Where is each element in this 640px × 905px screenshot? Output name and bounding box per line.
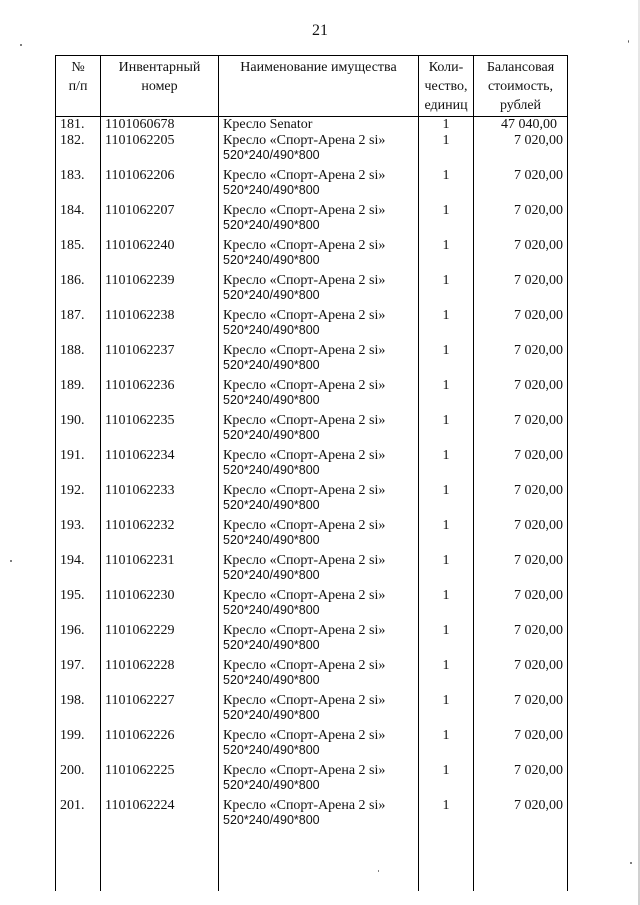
quantity: 1 — [419, 624, 474, 659]
property-name-text: Кресло «Спорт-Арена 2 si» — [223, 412, 386, 428]
inventory-number: 1101062235 — [101, 414, 219, 449]
property-dimensions: 520*240/490*800 — [223, 742, 320, 757]
quantity: 1 — [419, 764, 474, 799]
property-name-text: Кресло «Спорт-Арена 2 si» — [223, 762, 386, 778]
property-name — [219, 484, 419, 519]
table-row — [56, 554, 568, 589]
table-row — [56, 624, 568, 659]
property-dimensions: 520*240/490*800 — [223, 217, 320, 232]
balance-cost: 7 020,00 — [474, 169, 568, 204]
row-number: 194. — [56, 554, 101, 589]
header-num: № п/п — [56, 56, 101, 117]
balance-cost: 7 020,00 — [474, 344, 568, 379]
scan-speck — [10, 560, 12, 562]
quantity: 1 — [419, 204, 474, 239]
row-number: 183. — [56, 169, 101, 204]
property-dimensions: 520*240/490*800 — [223, 567, 320, 582]
property-name — [219, 344, 419, 379]
property-name — [219, 799, 419, 891]
table-row — [56, 169, 568, 204]
property-name-text: Кресло «Спорт-Арена 2 si» — [223, 272, 386, 288]
balance-cost: 7 020,00 — [474, 484, 568, 519]
table-row — [56, 274, 568, 309]
property-name-text: Кресло «Спорт-Арена 2 si» — [223, 377, 386, 393]
row-number: 188. — [56, 344, 101, 379]
property-name — [219, 134, 419, 169]
table-row — [56, 379, 568, 414]
row-number: 185. — [56, 239, 101, 274]
row-number: 182. — [56, 134, 101, 169]
table-row — [56, 519, 568, 554]
property-name-text: Кресло «Спорт-Арена 2 si» — [223, 202, 386, 218]
table-row — [56, 694, 568, 729]
inventory-number: 1101062225 — [101, 764, 219, 799]
quantity: 1 — [419, 589, 474, 624]
property-name-text: Кресло «Спорт-Арена 2 si» — [223, 482, 386, 498]
inventory-number: 1101062224 — [101, 799, 219, 891]
row-number: 200. — [56, 764, 101, 799]
quantity: 1 — [419, 484, 474, 519]
quantity: 1 — [419, 239, 474, 274]
table-row — [56, 204, 568, 239]
row-number: 198. — [56, 694, 101, 729]
row-number: 184. — [56, 204, 101, 239]
property-dimensions: 520*240/490*800 — [223, 672, 320, 687]
balance-cost: 7 020,00 — [474, 449, 568, 484]
table-row — [56, 484, 568, 519]
header-inventory-number: Инвентарный номер — [101, 56, 219, 117]
table-body — [56, 117, 568, 891]
property-name-text: Кресло «Спорт-Арена 2 si» — [223, 237, 386, 253]
property-name — [219, 414, 419, 449]
table-row — [56, 764, 568, 799]
row-number: 199. — [56, 729, 101, 764]
header-quantity: Коли- чество, единиц — [419, 56, 474, 117]
property-name-text: Кресло «Спорт-Арена 2 si» — [223, 167, 386, 183]
table-row — [56, 344, 568, 379]
quantity: 1 — [419, 414, 474, 449]
balance-cost: 7 020,00 — [474, 309, 568, 344]
quantity: 1 — [419, 729, 474, 764]
property-dimensions: 520*240/490*800 — [223, 357, 320, 372]
inventory-number: 1101060678 — [101, 117, 219, 134]
property-name — [219, 659, 419, 694]
property-name — [219, 379, 419, 414]
quantity: 1 — [419, 694, 474, 729]
property-dimensions: 520*240/490*800 — [223, 147, 320, 162]
inventory-number: 1101062236 — [101, 379, 219, 414]
property-name-text: Кресло «Спорт-Арена 2 si» — [223, 797, 386, 813]
property-dimensions: 520*240/490*800 — [223, 812, 320, 827]
quantity: 1 — [419, 659, 474, 694]
inventory-number: 1101062239 — [101, 274, 219, 309]
property-name — [219, 519, 419, 554]
inventory-number: 1101062228 — [101, 659, 219, 694]
property-name-text: Кресло «Спорт-Арена 2 si» — [223, 517, 386, 533]
property-dimensions: 520*240/490*800 — [223, 462, 320, 477]
property-name — [219, 117, 419, 134]
quantity: 1 — [419, 344, 474, 379]
inventory-number: 1101062226 — [101, 729, 219, 764]
property-name-text: Кресло «Спорт-Арена 2 si» — [223, 622, 386, 638]
property-name — [219, 169, 419, 204]
table-row — [56, 449, 568, 484]
row-number: 201. — [56, 799, 101, 891]
header-balance-cost: Балансовая стоимость, рублей — [474, 56, 568, 117]
table-row — [56, 414, 568, 449]
row-number: 186. — [56, 274, 101, 309]
property-name — [219, 624, 419, 659]
property-name — [219, 309, 419, 344]
quantity: 1 — [419, 449, 474, 484]
inventory-number: 1101062234 — [101, 449, 219, 484]
inventory-number: 1101062230 — [101, 589, 219, 624]
row-number: 192. — [56, 484, 101, 519]
property-name-text: Кресло «Спорт-Арена 2 si» — [223, 132, 386, 148]
property-dimensions: 520*240/490*800 — [223, 322, 320, 337]
property-name-text: Кресло Senator — [223, 117, 313, 132]
property-dimensions: 520*240/490*800 — [223, 182, 320, 197]
quantity: 1 — [419, 274, 474, 309]
scan-speck — [20, 44, 22, 46]
row-number: 181. — [56, 117, 101, 134]
page-number: 21 — [312, 22, 328, 39]
row-number: 189. — [56, 379, 101, 414]
balance-cost: 47 040,00 — [474, 117, 568, 134]
table-header-row — [56, 56, 568, 117]
property-dimensions: 520*240/490*800 — [223, 532, 320, 547]
table-row — [56, 134, 568, 169]
property-name — [219, 764, 419, 799]
property-dimensions: 520*240/490*800 — [223, 497, 320, 512]
property-dimensions: 520*240/490*800 — [223, 287, 320, 302]
balance-cost: 7 020,00 — [474, 799, 568, 891]
table-row — [56, 659, 568, 694]
row-number: 195. — [56, 589, 101, 624]
balance-cost: 7 020,00 — [474, 239, 568, 274]
inventory-number: 1101062229 — [101, 624, 219, 659]
property-name-text: Кресло «Спорт-Арена 2 si» — [223, 692, 386, 708]
inventory-number: 1101062233 — [101, 484, 219, 519]
balance-cost: 7 020,00 — [474, 659, 568, 694]
balance-cost: 7 020,00 — [474, 134, 568, 169]
inventory-number: 1101062207 — [101, 204, 219, 239]
property-name-text: Кресло «Спорт-Арена 2 si» — [223, 307, 386, 323]
inventory-number: 1101062238 — [101, 309, 219, 344]
property-name — [219, 729, 419, 764]
property-dimensions: 520*240/490*800 — [223, 637, 320, 652]
quantity: 1 — [419, 117, 474, 134]
inventory-number: 1101062206 — [101, 169, 219, 204]
property-name-text: Кресло «Спорт-Арена 2 si» — [223, 657, 386, 673]
table-row — [56, 729, 568, 764]
inventory-number: 1101062227 — [101, 694, 219, 729]
property-name — [219, 694, 419, 729]
scan-speck — [628, 40, 629, 43]
inventory-number: 1101062240 — [101, 239, 219, 274]
quantity: 1 — [419, 379, 474, 414]
inventory-number: 1101062205 — [101, 134, 219, 169]
balance-cost: 7 020,00 — [474, 554, 568, 589]
balance-cost: 7 020,00 — [474, 589, 568, 624]
balance-cost: 7 020,00 — [474, 694, 568, 729]
inventory-number: 1101062232 — [101, 519, 219, 554]
property-name — [219, 554, 419, 589]
property-name-text: Кресло «Спорт-Арена 2 si» — [223, 552, 386, 568]
property-name — [219, 239, 419, 274]
table-row — [56, 239, 568, 274]
balance-cost: 7 020,00 — [474, 519, 568, 554]
property-dimensions: 520*240/490*800 — [223, 707, 320, 722]
scan-speck — [630, 862, 632, 864]
table-row — [56, 117, 568, 134]
quantity: 1 — [419, 309, 474, 344]
property-name-text: Кресло «Спорт-Арена 2 si» — [223, 342, 386, 358]
quantity: 1 — [419, 554, 474, 589]
quantity: 1 — [419, 169, 474, 204]
table-row — [56, 799, 568, 891]
balance-cost: 7 020,00 — [474, 414, 568, 449]
inventory-number: 1101062237 — [101, 344, 219, 379]
inventory-number: 1101062231 — [101, 554, 219, 589]
row-number: 190. — [56, 414, 101, 449]
balance-cost: 7 020,00 — [474, 624, 568, 659]
table-row — [56, 309, 568, 344]
row-number: 191. — [56, 449, 101, 484]
property-dimensions: 520*240/490*800 — [223, 427, 320, 442]
property-name — [219, 204, 419, 239]
quantity: 1 — [419, 799, 474, 891]
row-number: 187. — [56, 309, 101, 344]
property-dimensions: 520*240/490*800 — [223, 602, 320, 617]
property-name — [219, 589, 419, 624]
row-number: 193. — [56, 519, 101, 554]
property-name-text: Кресло «Спорт-Арена 2 si» — [223, 587, 386, 603]
property-name-text: Кресло «Спорт-Арена 2 si» — [223, 727, 386, 743]
row-number: 197. — [56, 659, 101, 694]
balance-cost: 7 020,00 — [474, 204, 568, 239]
balance-cost: 7 020,00 — [474, 764, 568, 799]
header-property-name: Наименование имущества — [219, 56, 419, 117]
row-number: 196. — [56, 624, 101, 659]
property-name — [219, 449, 419, 484]
quantity: 1 — [419, 519, 474, 554]
balance-cost: 7 020,00 — [474, 729, 568, 764]
quantity: 1 — [419, 134, 474, 169]
table-row — [56, 589, 568, 624]
inventory-table — [55, 55, 568, 891]
property-name — [219, 274, 419, 309]
balance-cost: 7 020,00 — [474, 274, 568, 309]
property-name-text: Кресло «Спорт-Арена 2 si» — [223, 447, 386, 463]
property-dimensions: 520*240/490*800 — [223, 777, 320, 792]
property-dimensions: 520*240/490*800 — [223, 392, 320, 407]
balance-cost: 7 020,00 — [474, 379, 568, 414]
property-dimensions: 520*240/490*800 — [223, 252, 320, 267]
